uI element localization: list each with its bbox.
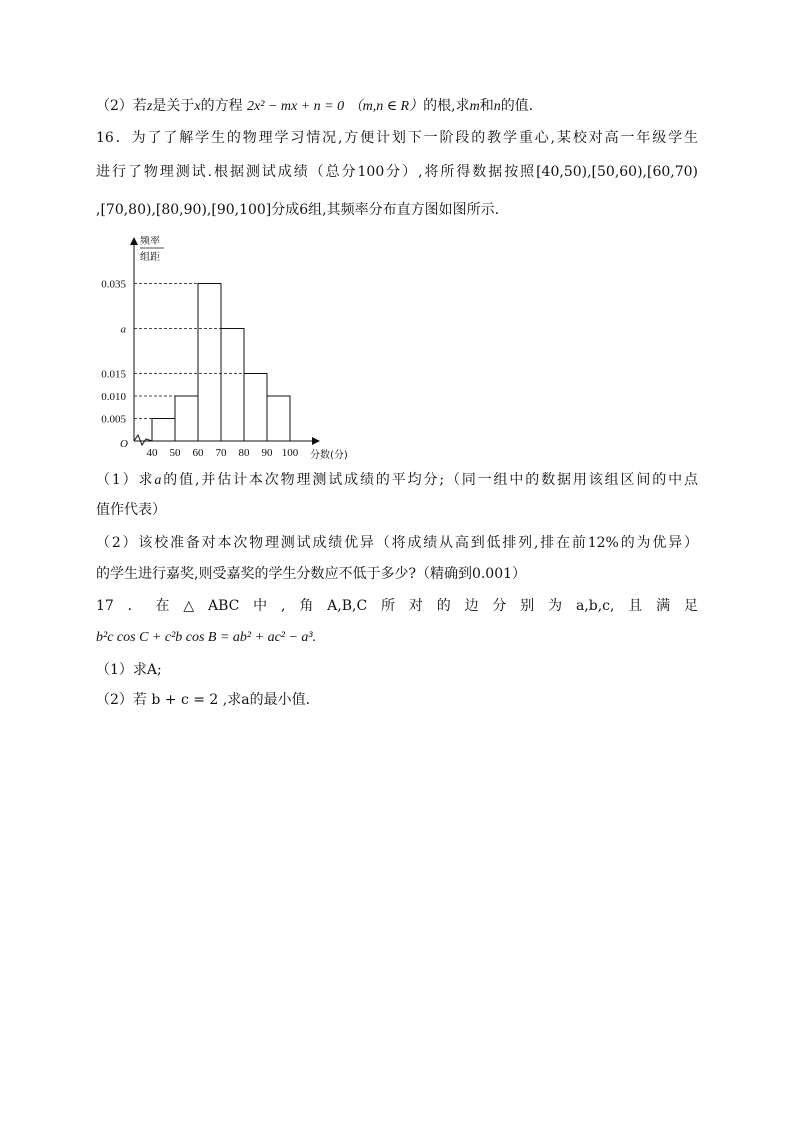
histogram-bar: [198, 284, 221, 442]
q15-part2-text-d: 的根,求: [423, 98, 470, 114]
q15-part2-text-f: 的值.: [500, 98, 534, 114]
histogram-bar: [244, 374, 267, 442]
x-tick-label: 40: [146, 447, 158, 459]
q15-var-z: z: [146, 99, 153, 114]
y-tick-label: 0.035: [101, 278, 126, 291]
q17-sub2: （2）若 b + c = 2 ,求a的最小值.: [96, 692, 311, 708]
x-tick-label: 70: [215, 447, 227, 459]
origin-label: O: [120, 438, 128, 450]
histogram-bar: [221, 329, 244, 442]
histogram-bar: [175, 396, 198, 441]
y-axis-label-bottom: 组距: [140, 252, 160, 263]
histogram-bar: [267, 396, 290, 441]
q16-line2: 进行了物理测试.根据测试成绩（总分100分）,将所得数据按照[40,50),[50,60),[60,70): [96, 164, 698, 180]
frequency-histogram: [94, 236, 364, 460]
x-tick-label: 100: [281, 447, 299, 459]
q17-line1: 17．在△ABC中,角A,B,C所对的边分别为a,b,c,且满足: [96, 598, 698, 614]
y-tick-label: 0.005: [101, 413, 126, 426]
q15-var-m: m: [469, 99, 480, 114]
x-tick-label: 50: [169, 447, 181, 459]
axis-break: [134, 435, 152, 445]
q16-sub2-line2: 的学生进行嘉奖,则受嘉奖的学生分数应不低于多少?（精确到0.001）: [96, 566, 527, 582]
x-tick-label: 90: [261, 447, 273, 459]
y-tick-label: 0.015: [101, 368, 126, 381]
q15-condition: （m,n ∈ R）: [348, 99, 424, 114]
q16-sub1-line2: 值作代表）: [96, 502, 166, 518]
q16-line1: 16．为了了解学生的物理学习情况,方便计划下一阶段的教学重心,某校对高一年级学生: [96, 130, 698, 146]
q15-var-n: n: [493, 99, 501, 114]
q16-sub1-text-b: 的值,并估计本次物理测试成绩的平均分;（同一组中的数据用该组区间的中点: [161, 472, 698, 488]
y-tick-label: 0.010: [101, 391, 126, 403]
q15-part2-text-b: 是关于: [152, 98, 195, 114]
y-axis-label-top: 频率: [140, 236, 160, 247]
q15-part2: [96, 96, 698, 117]
q15-equation: 2x² − mx + n = 0: [247, 99, 345, 114]
q15-var-x: x: [194, 99, 201, 114]
q16-var-a: a: [154, 473, 162, 488]
q17-sub1: （1）求A;: [96, 662, 162, 678]
x-tick-label: 60: [192, 447, 204, 459]
q15-part2-text-c: 的方程: [200, 98, 243, 114]
histogram-svg: [94, 236, 364, 460]
x-axis-label: 分数(分): [310, 450, 348, 460]
q16-sub1-line1: [96, 470, 698, 491]
plot-layer: [101, 238, 348, 460]
q16-sub1-text-a: （1）求: [96, 472, 155, 488]
q17-equation: b²c cos C + c²b cos B = ab² + ac² − a³.: [96, 630, 317, 645]
q15-part2-text-e: 和: [479, 98, 494, 114]
y-tick-label: a: [120, 323, 126, 336]
q16-sub2-line1: （2）该校准备对本次物理测试成绩优异（将成绩从高到低排列,排在前12%的为优异）: [96, 535, 698, 551]
histogram-bar: [152, 419, 175, 442]
q15-part2-text-a: （2）若: [96, 98, 147, 114]
x-tick-label: 80: [238, 447, 250, 459]
q16-line3: ,[70,80),[80,90),[90,100]分成6组,其频率分布直方图如图所示.: [96, 202, 500, 218]
